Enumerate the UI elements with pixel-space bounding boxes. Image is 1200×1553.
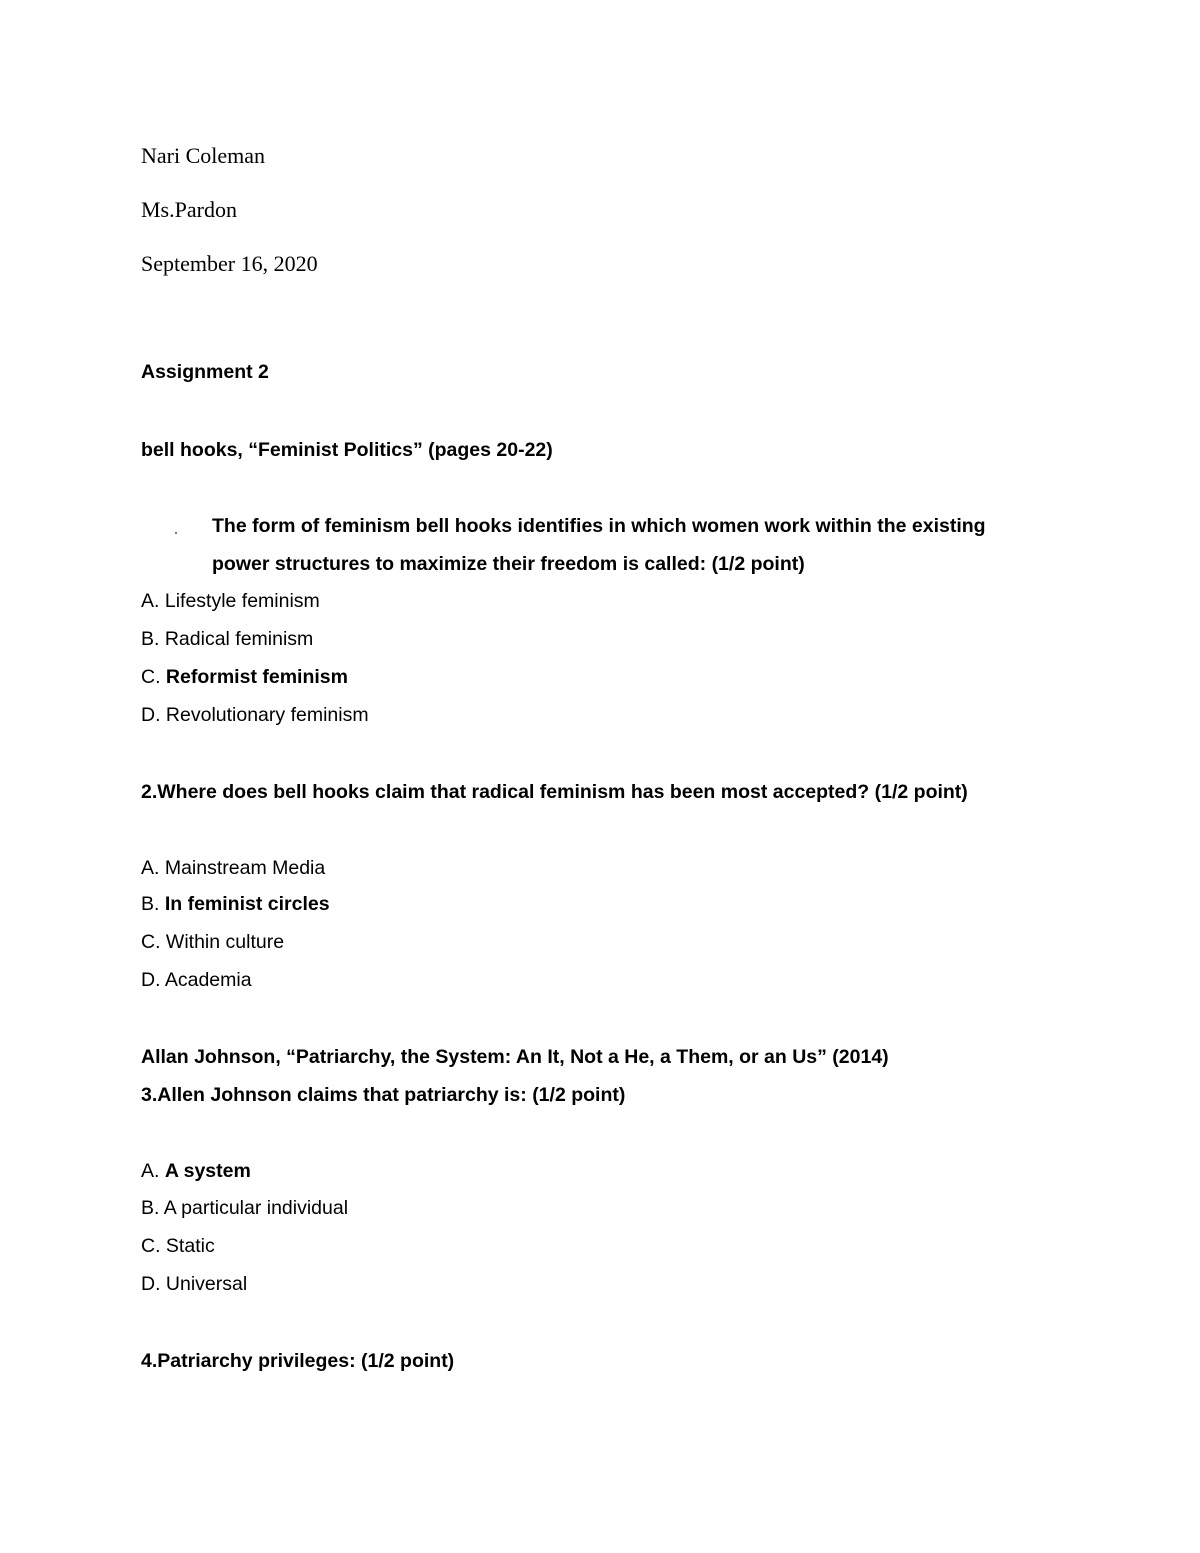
q2-option-a: A. Mainstream Media [141, 857, 326, 879]
section2-heading: Allan Johnson, “Patriarchy, the System: An It, Not a He, a Them, or an Us” (2014) [141, 1046, 889, 1068]
q1-text-line1: The form of feminism bell hooks identifies in which women work within the existing [212, 515, 986, 537]
section1-heading: bell hooks, “Feminist Politics” (pages 20-22) [141, 439, 553, 461]
q3-selected-answer: A system [164, 1160, 251, 1182]
q4-text: 4.Patriarchy privileges: (1/2 point) [141, 1350, 455, 1372]
q3-option-b: B. A particular individual [141, 1197, 349, 1219]
assignment-title: Assignment 2 [141, 361, 269, 383]
q1-option-b: B. Radical feminism [141, 628, 314, 650]
q1-option-c: C. Reformist feminism [141, 666, 348, 688]
q1-option-a: A. Lifestyle feminism [141, 590, 320, 612]
list-bullet-icon [175, 532, 177, 534]
q3-option-a: A. A system [141, 1160, 251, 1182]
q3-option-c: C. Static [141, 1235, 215, 1257]
q1-option-d: D. Revolutionary feminism [141, 704, 369, 726]
q2-selected-answer: In feminist circles [164, 893, 330, 915]
student-name: Nari Coleman [141, 143, 266, 168]
q2-option-d: D. Academia [141, 969, 252, 991]
q2-text: 2.Where does bell hooks claim that radical feminism has been most accepted? (1/2 point) [141, 781, 968, 803]
q2-option-c: C. Within culture [141, 931, 285, 953]
q3-option-d: D. Universal [141, 1273, 248, 1295]
q2-option-b: B. In feminist circles [141, 893, 330, 915]
date: September 16, 2020 [141, 251, 318, 276]
q3-text: 3.Allen Johnson claims that patriarchy is: (1/2 point) [141, 1084, 626, 1106]
q1-text-line2: power structures to maximize their freedom is called: (1/2 point) [212, 553, 805, 575]
teacher-name: Ms.Pardon [141, 197, 237, 222]
q1-selected-answer: Reformist feminism [165, 666, 348, 688]
